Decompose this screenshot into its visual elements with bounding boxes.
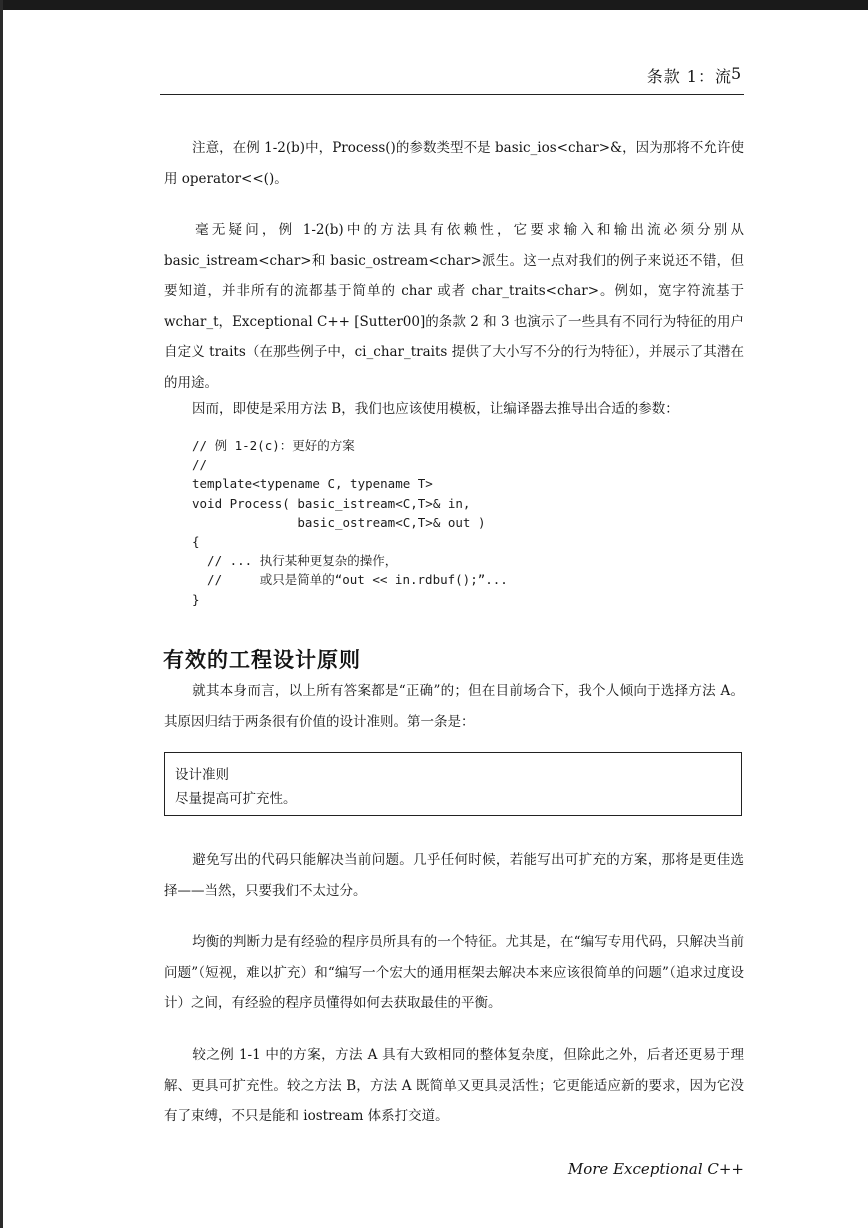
paragraph-4 [164, 676, 744, 737]
section-heading: 有效的工程设计原则 [163, 648, 361, 672]
running-header-title: 条款 1：流 [646, 67, 732, 86]
code-line: void Process( basic_istream<C,T>& in, [192, 495, 471, 511]
paragraph-5-text: 避免写出的代码只能解决当前问题。几乎任何时候，若能写出可扩充的方案，那将是更佳选择——当然，只要我们不太过分。 [164, 852, 744, 899]
code-line: } [192, 591, 200, 607]
page-number: 5 [731, 64, 742, 83]
paragraph-3 [164, 394, 744, 425]
paragraph-1 [164, 133, 744, 194]
paragraph-2 [164, 215, 744, 398]
code-line: template<typename C, typename T> [192, 476, 433, 492]
paragraph-3-text: 因而，即使是采用方法 B，我们也应该使用模板，让编译器去推导出合适的参数： [192, 401, 679, 417]
running-footer-book-title: More Exceptional C++ [567, 1160, 744, 1178]
paragraph-7 [164, 1040, 744, 1132]
header-rule [160, 94, 744, 95]
guideline-text: 尽量提高可扩充性。 [175, 791, 297, 807]
paragraph-6-text: 均衡的判断力是有经验的程序员所具有的一个特征。尤其是，在“编写专用代码，只解决当前问题”（短视，难以扩充）和“编写一个宏大的通用框架去解决本来应该很简单的问题”（追求过度设计）之间，有经验的程序员懂得如何去获取最佳的平衡。 [164, 934, 744, 1011]
guideline-label: 设计准则 [175, 767, 229, 783]
code-line: // ... 执行某种更复杂的操作， [192, 553, 398, 569]
code-line: { [192, 534, 200, 550]
scan-left-border [0, 0, 3, 1228]
code-line: // [192, 457, 208, 473]
paragraph-5 [164, 845, 744, 906]
code-line: basic_ostream<C,T>& out ) [192, 514, 486, 530]
paragraph-7-text: 较之例 1-1 中的方案，方法 A 具有大致相同的整体复杂度，但除此之外，后者还更易于理解、更具可扩充性。较之方法 B，方法 A 既简单又更具灵活性；它更能适应新的要求，因为它没有了束缚，不只是能和 iostream 体系打交道。 [164, 1047, 744, 1124]
code-block [192, 436, 508, 609]
scan-top-border [0, 0, 868, 10]
paragraph-6 [164, 927, 744, 1019]
paragraph-4-text: 就其本身而言，以上所有答案都是“正确”的；但在目前场合下，我个人倾向于选择方法 A。其原因归结于两条很有价值的设计准则。第一条是： [164, 683, 744, 730]
paragraph-1-text: 注意，在例 1-2(b)中，Process()的参数类型不是 basic_ios<char>&，因为那将不允许使用 operator<<()。 [164, 140, 744, 187]
paragraph-2-text: 毫无疑问，例 1-2(b)中的方法具有依赖性，它要求输入和输出流必须分别从 basic_istream<char>和 basic_ostream<char>派生。这一点对我们的例子来说还不错，但要知道，并非所有的流都基于简单的 char 或者 char_traits<char>。例如，宽字符流基于 wchar_t，Exceptional C++ [Sutter00]的条款 2 和 3 也演示了一些具有不同行为特征的用户自定义 traits（在那些例子中，ci_char_traits 提供了大小写不分的行为特征），并展示了其潜在的用途。 [164, 222, 744, 391]
code-line: // 或只是简单的“out << in.rdbuf();”... [192, 572, 508, 588]
design-guideline-box [164, 752, 742, 816]
code-line: // 例 1-2(c)：更好的方案 [192, 438, 355, 453]
